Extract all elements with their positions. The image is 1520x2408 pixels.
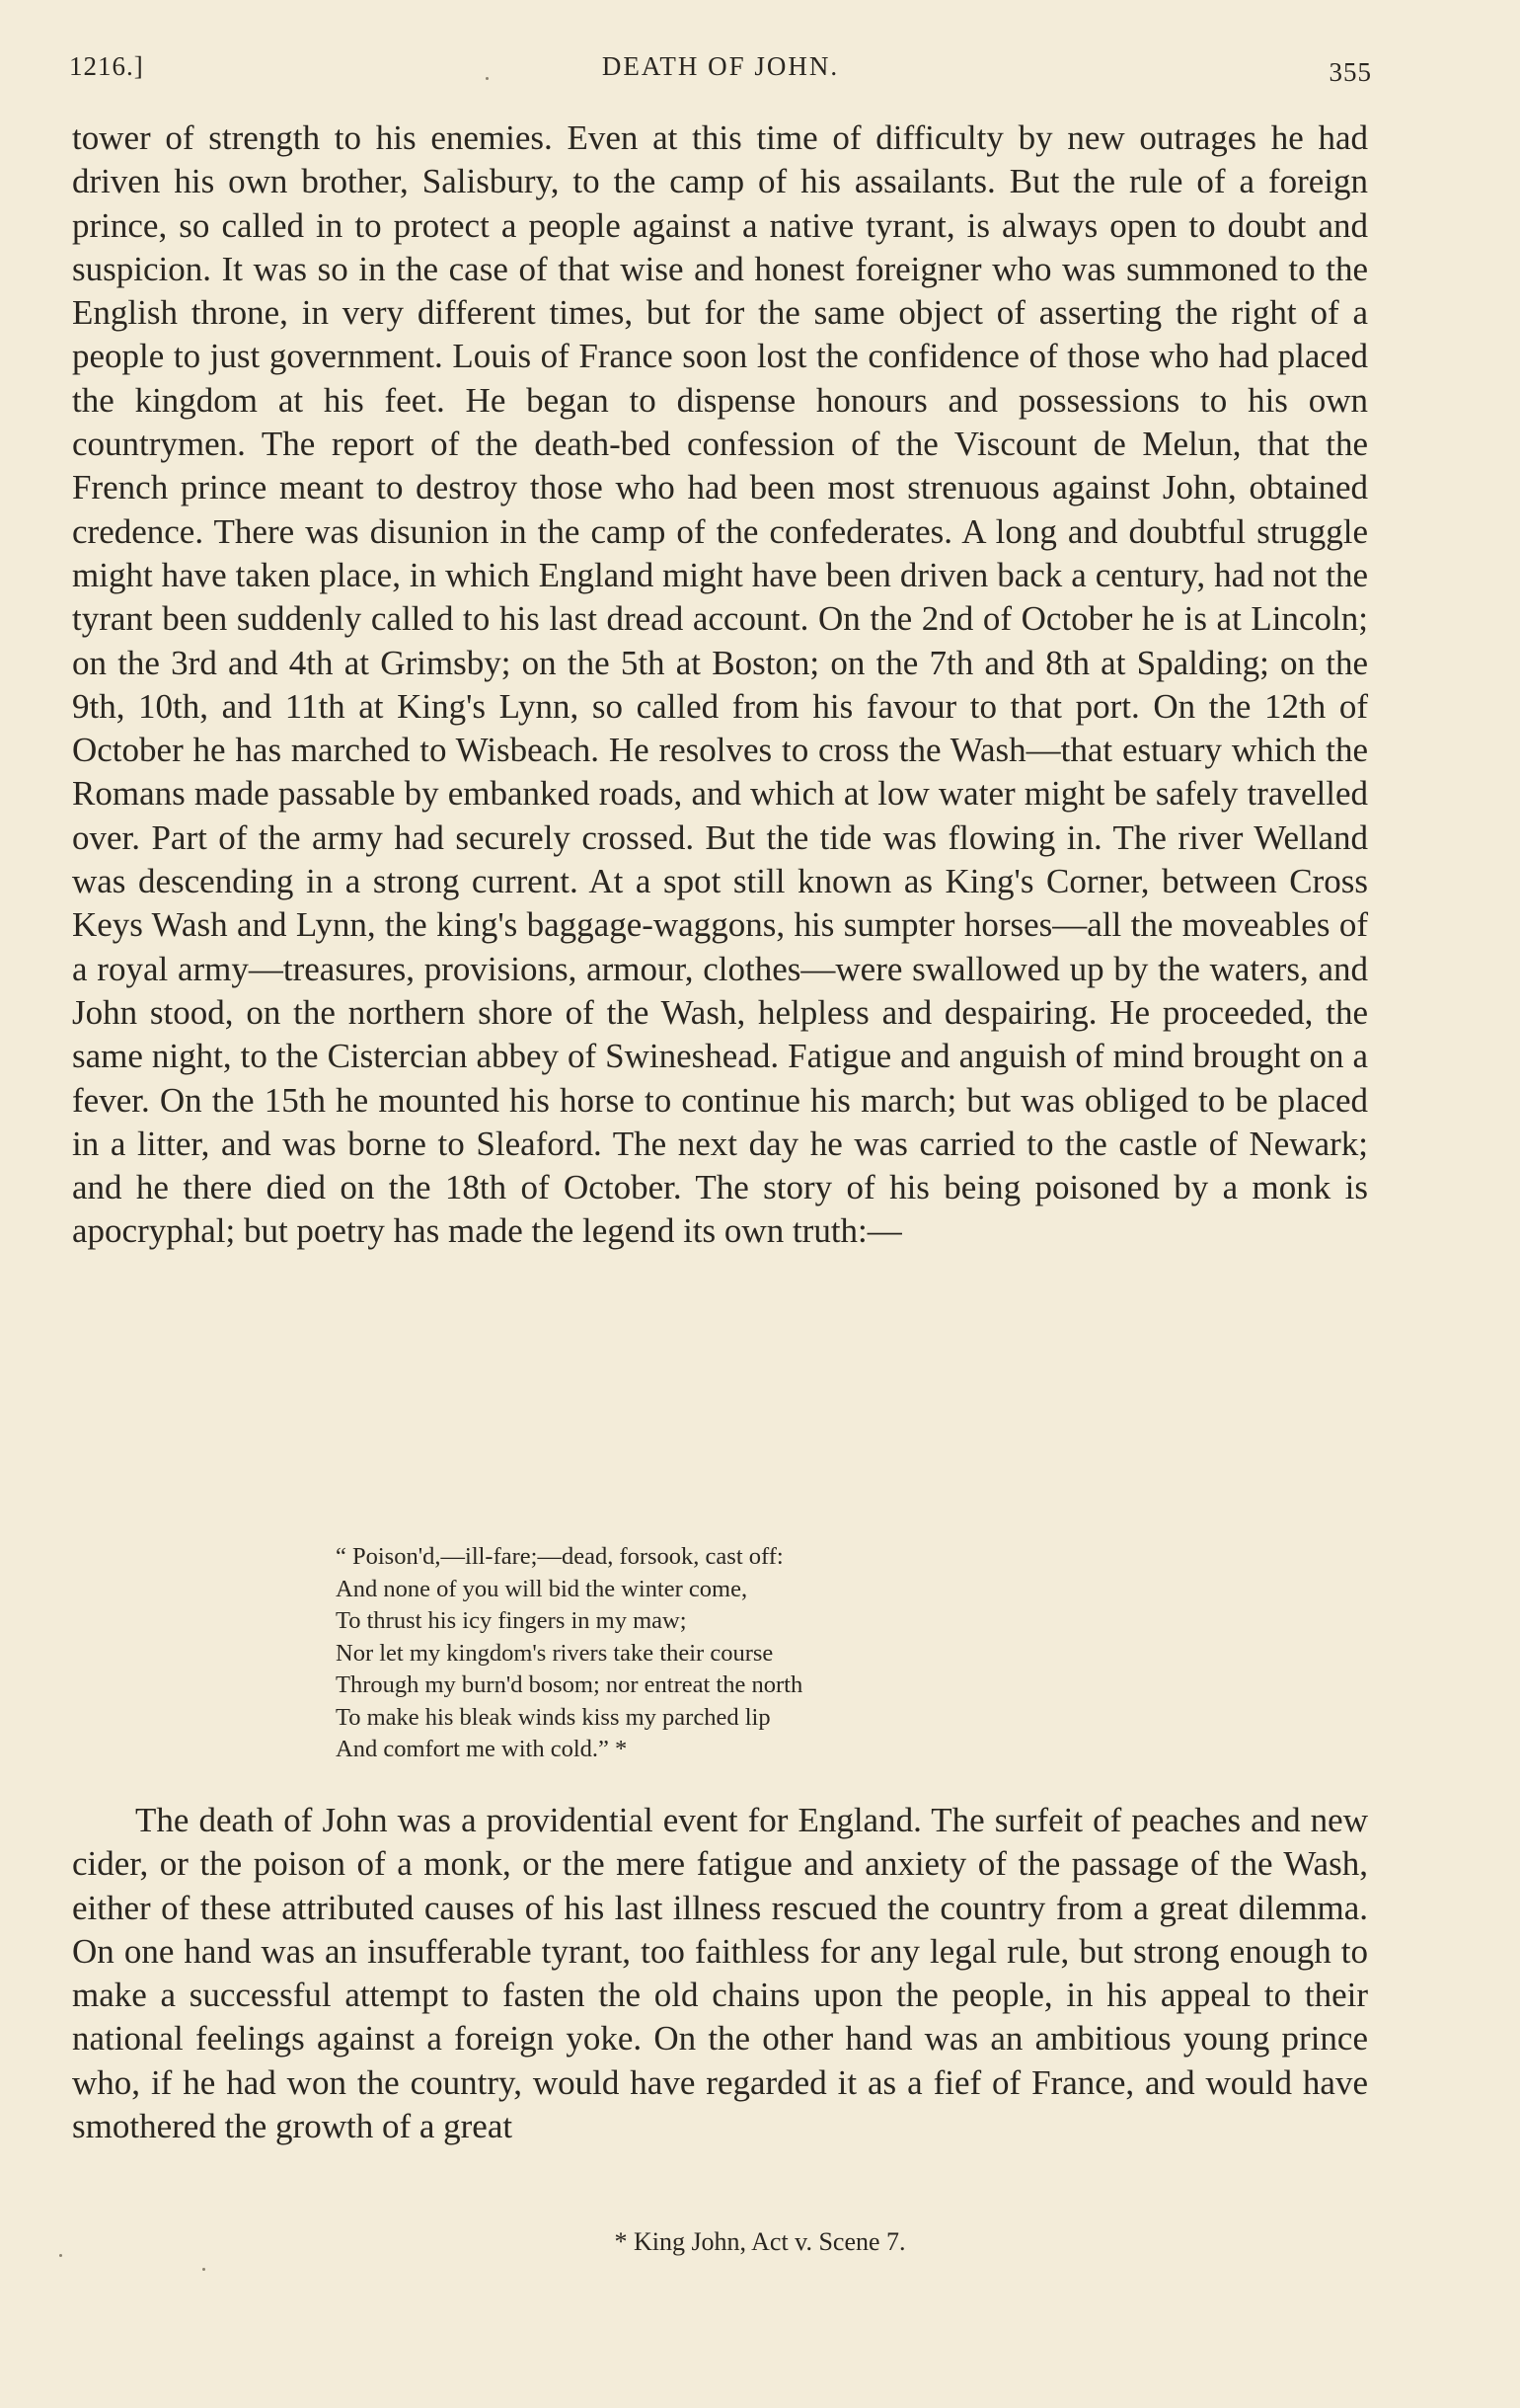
paper-speck bbox=[59, 2254, 62, 2257]
poem-quotation bbox=[336, 1541, 1105, 1766]
header-title: DEATH OF JOHN. bbox=[601, 51, 840, 81]
footnote: * King John, Act v. Scene 7. bbox=[614, 2227, 906, 2256]
paragraph-2: The death of John was a providential event for England. The surfeit of peaches and new cider, or the poison of a monk, or the mere fatigue and anxiety of the passage of the Wash, either of these attributed causes of his last illness rescued the country from a great dilemma. On one hand was an insufferable tyrant, too faithless for any legal rule, but strong enough to make a successful attempt to fasten the old chains upon the people, in his appeal to their national feelings against a foreign yoke. On the other hand was an ambitious young prince who, if he had won the country, would have regarded it as a fief of France, and would have smothered the growth of a great bbox=[72, 1801, 1368, 2146]
header-date: 1216.] bbox=[69, 51, 144, 81]
paper-speck bbox=[202, 2268, 205, 2271]
poem-line: Through my burn'd bosom; nor entreat the north bbox=[336, 1671, 803, 1698]
paper-speck bbox=[486, 77, 489, 80]
page-number: 355 bbox=[1329, 57, 1372, 87]
poem-line: And none of you will bid the winter come, bbox=[336, 1575, 748, 1602]
poem-line: And comfort me with cold.” * bbox=[336, 1736, 628, 1762]
running-head bbox=[69, 51, 1372, 91]
poem-line: To make his bleak winds kiss my parched lip bbox=[336, 1703, 771, 1731]
paragraph-1: tower of strength to his enemies. Even at this time of difficulty by new outrages he had driven his own brother, Salisbury, to the camp of his assailants. But the rule of a foreign prince, so called in to protect a people against a native tyrant, is always open to doubt and suspicion. It was so in the case of that wise and honest foreigner who was summoned to the English throne, in very different times, but for the same object of asserting the right of a people to just government. Louis of France soon lost the confidence of those who had placed the kingdom at his feet. He began to dispense honours and possessions to his own countrymen. The report of the death-bed confession of the Viscount de Melun, that the French prince meant to destroy those who had been most strenuous against John, obtained credence. There was disunion in the camp of the confederates. A long and doubtful struggle might have taken place, in which England might have been driven back a century, had not the tyrant been suddenly called to his last dread account. On the 2nd of October he is at Lincoln; on the 3rd and 4th at Grimsby; on the 5th at Boston; on the 7th and 8th at Spalding; on the 9th, 10th, and 11th at King's Lynn, so called from his favour to that port. On the 12th of October he has marched to Wisbeach. He resolves to cross the Wash—that estuary which the Romans made passable by embanked roads, and which at low water might be safely travelled over. Part of the army had securely crossed. But the tide was flowing in. The river Welland was descending in a strong current. At a spot still known as King's Corner, between Cross Keys Wash and Lynn, the king's baggage-waggons, his sumpter horses—all the moveables of a royal army—treasures, provisions, armour, clothes—were swallowed up by the waters, and John stood, on the northern shore of the Wash, helpless and despairing. He proceeded, the same night, to the Cistercian abbey of Swineshead. Fatigue and anguish of mind brought on a fever. On the 15th he mounted his horse to continue his march; but was obliged to be placed in a litter, and was borne to Sleaford. The next day he was carried to the castle of Newark; and he there died on the 18th of October. The story of his being poisoned by a monk is apocryphal; but poetry has made the legend its own truth:— bbox=[72, 118, 1368, 1251]
poem-line: Nor let my kingdom's rivers take their course bbox=[336, 1639, 774, 1667]
poem-line: To thrust his icy fingers in my maw; bbox=[336, 1607, 687, 1634]
poem-line: “ Poison'd,—ill-fare;—dead, forsook, cast off: bbox=[336, 1543, 784, 1570]
